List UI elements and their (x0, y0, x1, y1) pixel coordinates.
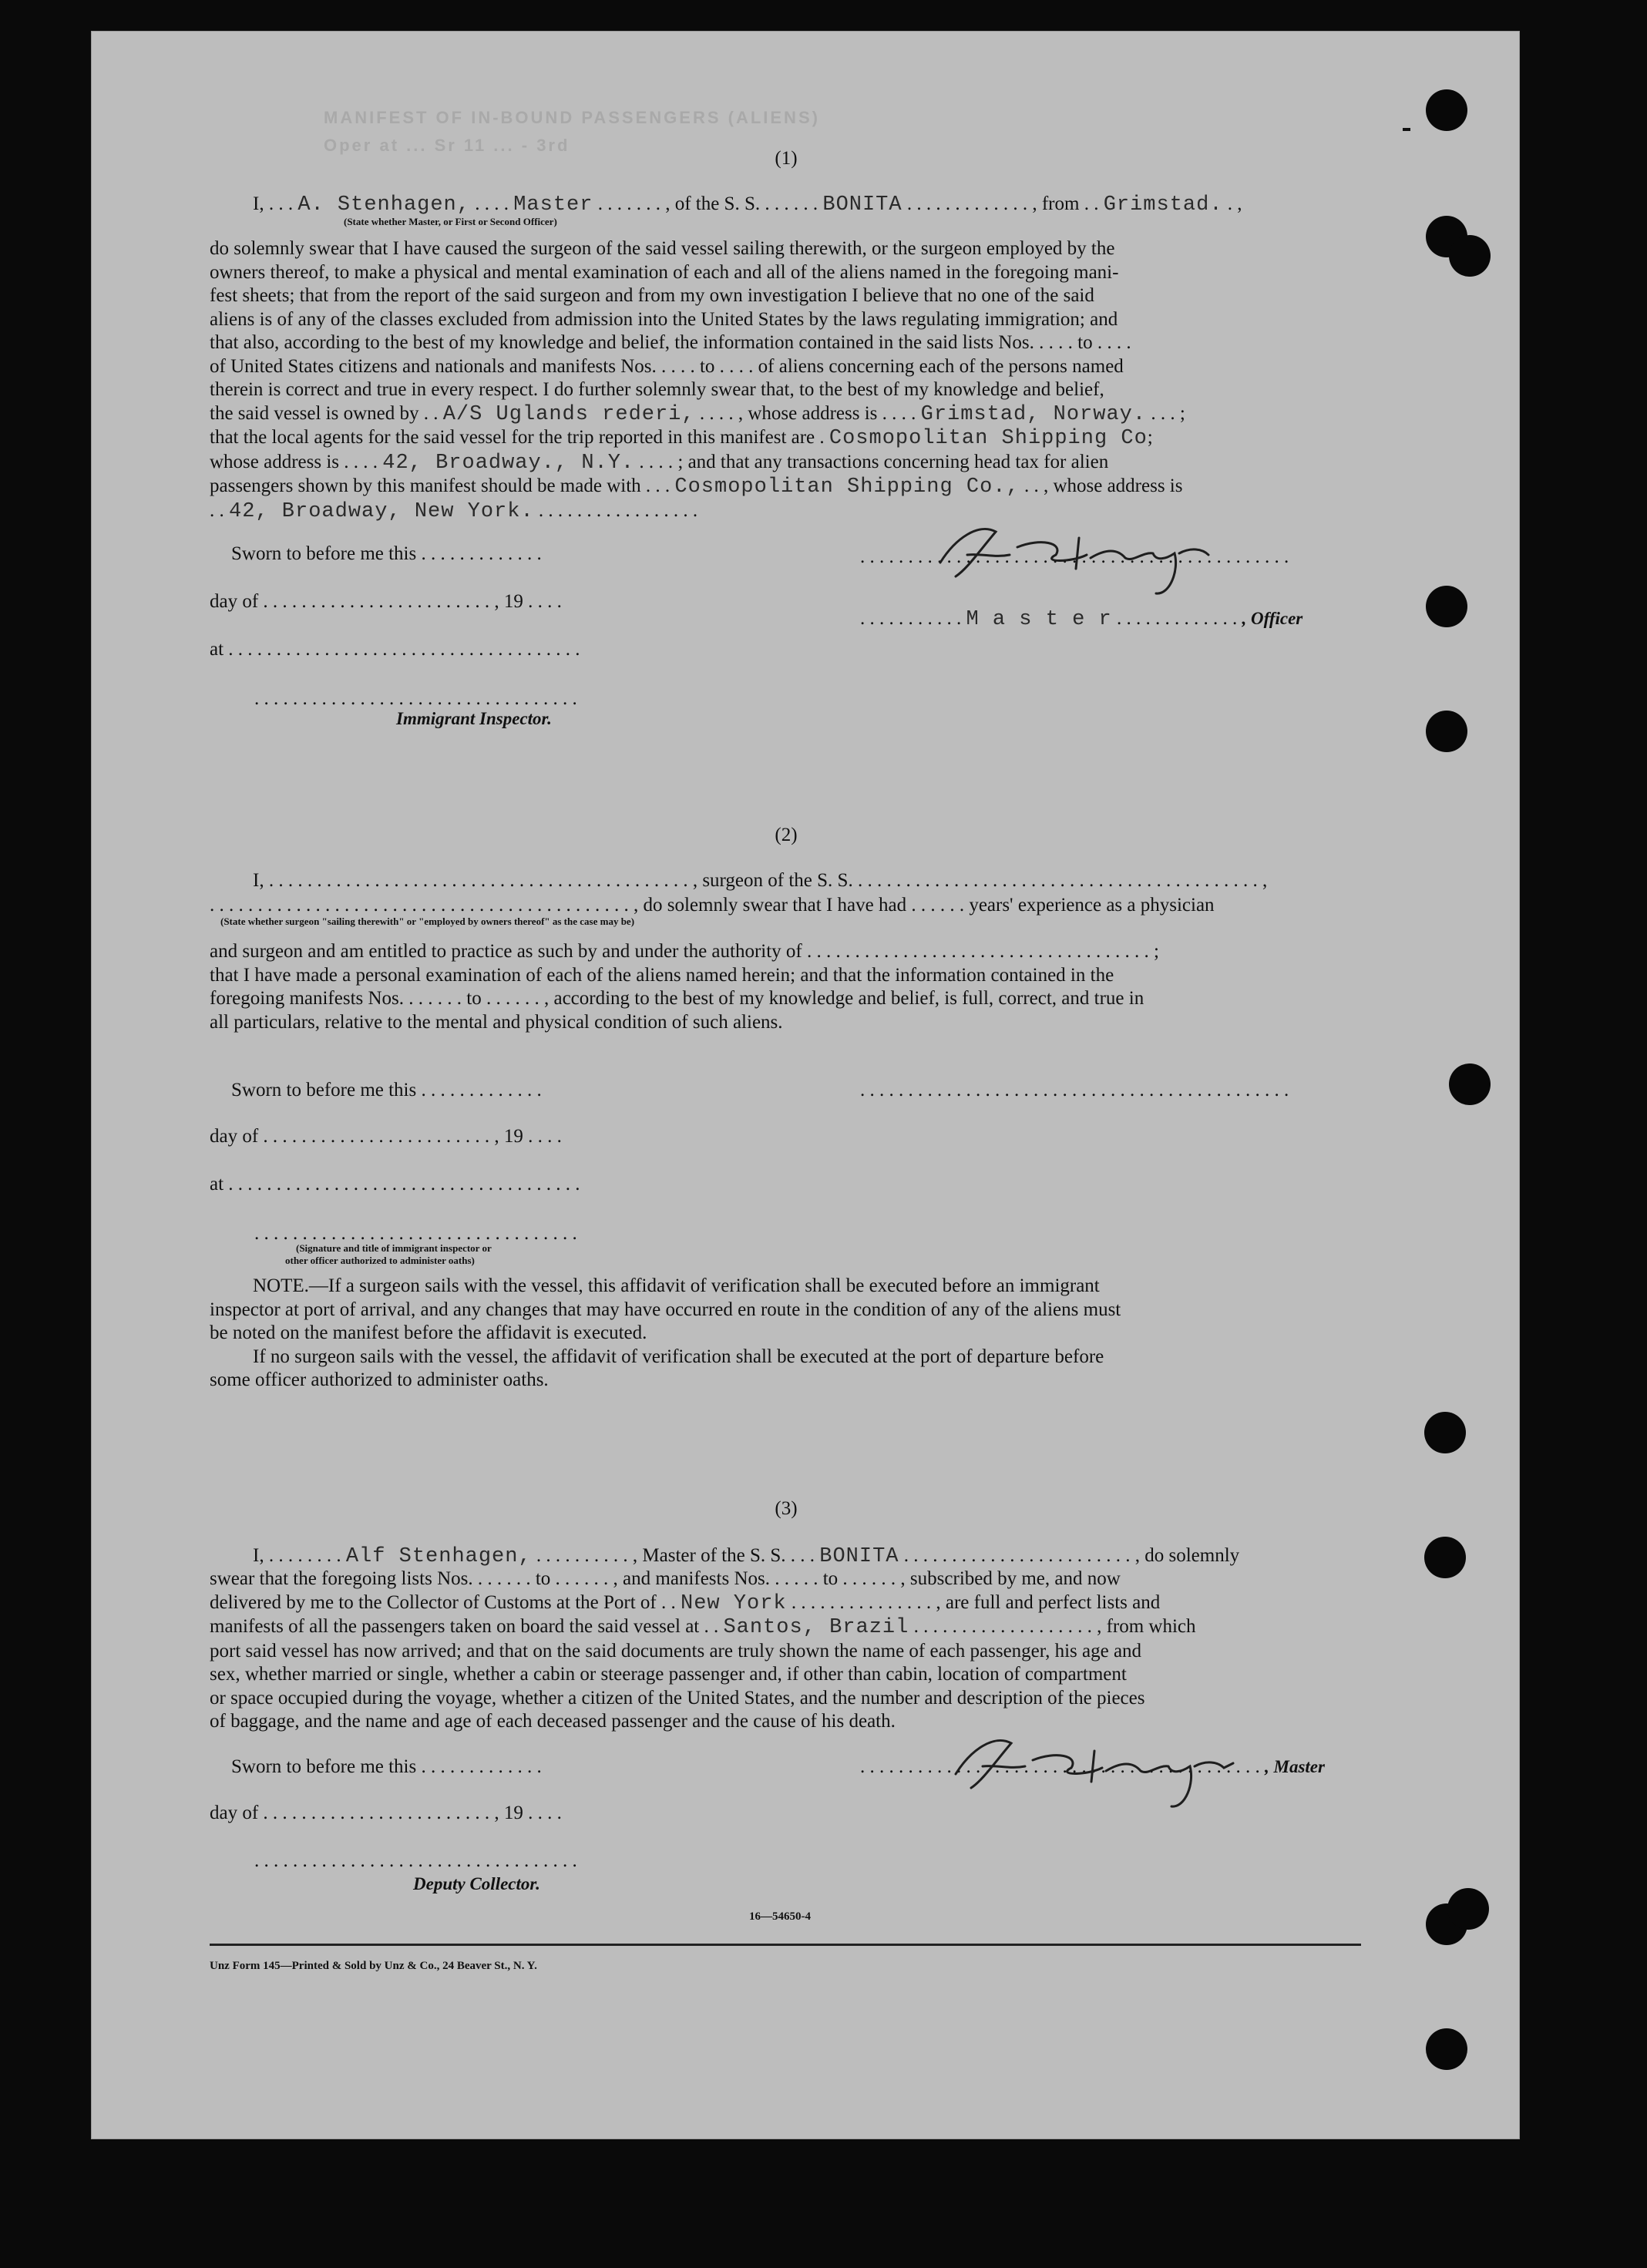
agent-address-line: whose address is . . . . 42, Broadway., N.Y. . . . . ; and that any transactions concerning head tax for alien (210, 451, 1109, 475)
body-line: of baggage, and the name and age of each deceased passenger and the cause of his death. (210, 1711, 896, 1732)
body-line: port said vessel has now arrived; and that on the said documents are truly shown the name of each passenger, his age and (210, 1640, 1142, 1662)
day-of-line-2: day of . . . . . . . . . . . . . . . . . . . . . . . . , 19 . . . . (210, 1126, 562, 1147)
section-2-caption: (State whether surgeon "sailing therewith" or "employed by owners thereof" as the case may be) (220, 916, 635, 927)
collector-label: Deputy Collector. (413, 1874, 540, 1893)
body-line: foregoing manifests Nos. . . . . . . to . . . . . . , according to the best of my knowledge and belief, is full, correct, and true in (210, 988, 1144, 1009)
body-line: of United States citizens and nationals and manifests Nos. . . . . to . . . . of aliens concerning each of the persons named (210, 355, 1124, 377)
punch-hole (1426, 89, 1467, 131)
owner-address: Grimstad, Norway. (920, 402, 1147, 426)
punch-hole (1449, 235, 1491, 277)
collector-dots: . . . . . . . . . . . . . . . . . . . . . . . . . . . . . . . . . . (254, 1850, 577, 1871)
punch-hole (1449, 1063, 1491, 1105)
port-name: New York (681, 1591, 787, 1615)
inspector-label-1: Immigrant Inspector. (396, 709, 552, 728)
from-port: Grimstad. (1103, 193, 1223, 217)
ghost-header (324, 108, 820, 156)
manifests-line: manifests of all the passengers taken on board the said vessel at . . Santos, Brazil . . . . . . . . . . . . . . . . . . . , from which (210, 1616, 1196, 1639)
master-sig-line-3: . . . . . . . . . . . . . . . . . . . . . . . . . . . . . . . . . . . . . . . . . . , Master (860, 1756, 1325, 1777)
inspector-caption-2b: other officer authorized to administer oaths) (285, 1255, 475, 1266)
section-1-number: (1) (775, 148, 798, 169)
agent-name: Cosmopolitan Shipping Co (829, 427, 1148, 450)
officer-label: , Officer (1242, 609, 1303, 628)
body-line: or space occupied during the voyage, whether a citizen of the United States, and the number and description of the pieces (210, 1687, 1145, 1709)
at-line-2: at . . . . . . . . . . . . . . . . . . . . . . . . . . . . . . . . . . . . . (210, 1174, 580, 1194)
section-2-line-1: I, . . . . . . . . . . . . . . . . . . . . . . . . . . . . . . . . . . . . . . . . . . . . , surgeon of the S. S. . . . . . . . . . . . . . . . . . . . . . . . . . . . . . . . . . . . . . . . . . . , (253, 870, 1268, 891)
ghost-line-1: MANIFEST OF IN-BOUND PASSENGERS (ALIENS) (324, 108, 820, 127)
master-title: Master (513, 193, 593, 217)
note-line: If no surgeon sails with the vessel, the affidavit of verification shall be executed at the port of departure before (253, 1346, 1104, 1367)
punch-hole (1426, 586, 1467, 627)
at-line-1: at . . . . . . . . . . . . . . . . . . . . . . . . . . . . . . . . . . . . . (210, 639, 580, 660)
master-name: A. Stenhagen, (297, 193, 470, 217)
from-label: , from (1032, 193, 1080, 214)
note-line: be noted on the manifest before the affidavit is executed. (210, 1322, 647, 1343)
state-caption: (State whether Master, or First or Second Officer) (344, 216, 557, 227)
day-of-line-3: day of . . . . . . . . . . . . . . . . . . . . . . . . , 19 . . . . (210, 1803, 562, 1823)
inspector-caption-2a: (Signature and title of immigrant inspector or (296, 1242, 492, 1254)
day-of-line-1: day of . . . . . . . . . . . . . . . . . . . . . . . . , 19 . . . . (210, 591, 562, 612)
officer-sig-dots: . . . . . . . . . . . . . . . . . . . . . . . . . . . . . . . . . . . . . . . . . . . . . (860, 546, 1289, 567)
section-2-line-2: . . . . . . . . . . . . . . . . . . . . . . . . . . . . . . . . . . . . . . . . . . . . , do solemnly swear that I have had . . . . . . years' experience as a physician (210, 895, 1215, 916)
delivered-line: delivered by me to the Collector of Customs at the Port of . . New York . . . . . . . . . . . . . . . , are full and perfect lists and (210, 1591, 1161, 1615)
i-label: I, (253, 193, 264, 214)
section-1-body (210, 237, 1361, 523)
body-line: swear that the foregoing lists Nos. . . . . . . to . . . . . . , and manifests Nos. . . . . . to . . . . . . , subscribed by me, and now (210, 1568, 1121, 1589)
head-tax-address: 42, Broadway, New York. (229, 499, 534, 523)
master-name-3: Alf Stenhagen, (345, 1545, 532, 1568)
ghost-line-2: Oper at ... Sr 11 ... - 3rd (324, 136, 570, 155)
note-line: some officer authorized to administer oaths. (210, 1369, 549, 1390)
sworn-line-1: Sworn to before me this . . . . . . . . . . . . . (231, 543, 542, 564)
origin-port: Santos, Brazil (723, 1616, 909, 1639)
body-line: that I have made a personal examination of each of the aliens named herein; and that the information contained in the (210, 964, 1114, 986)
officer-title-line: . . . . . . . . . . . M a s t e r . . . . . . . . . . . . . , Officer (860, 608, 1303, 631)
body-line: therein is correct and true in every respect. I do further solemnly swear that, to the best of my knowledge and belief, (210, 379, 1104, 400)
vessel-name-3: BONITA (819, 1545, 899, 1568)
inspector-dots-1: . . . . . . . . . . . . . . . . . . . . . . . . . . . . . . . . . . (254, 688, 577, 709)
section-3-body (210, 1567, 1361, 1734)
form-number: 16—54650-4 (749, 1910, 811, 1923)
note-line: NOTE.—If a surgeon sails with the vessel, this affidavit of verification shall be executed before an immigrant (253, 1275, 1100, 1296)
footer-divider (210, 1944, 1361, 1946)
owner-line: the said vessel is owned by . . A/S Uglands rederi, . . . . , whose address is . . . . Grimstad, Norway. . . . ; (210, 402, 1185, 426)
surgeon-sig-dots: . . . . . . . . . . . . . . . . . . . . . . . . . . . . . . . . . . . . . . . . . . . . . (860, 1080, 1289, 1100)
inspector-dots-2: . . . . . . . . . . . . . . . . . . . . . . . . . . . . . . . . . . (254, 1223, 577, 1244)
of-the-ss-label: , of the S. S. (665, 193, 761, 214)
punch-hole (1426, 711, 1467, 752)
body-line: owners thereof, to make a physical and mental examination of each and all of the aliens named in the foregoing mani- (210, 261, 1119, 283)
body-line: sex, whether married or single, whether a cabin or steerage passenger and, if other than cabin, location of compartment (210, 1664, 1127, 1685)
body-line: aliens is of any of the classes excluded from admission into the United States by the laws regulating immigration; and (210, 308, 1118, 330)
master-signature-3 (940, 1720, 1279, 1813)
body-line: and surgeon and am entitled to practice as such by and under the authority of . . . . . . . . . . . . . . . . . . . . . . . . . . . . . . . . . . . . ; (210, 941, 1159, 962)
body-line: do solemnly swear that I have caused the surgeon of the said vessel sailing therewith, or the surgeon employed by the (210, 238, 1115, 259)
section-3-number: (3) (775, 1498, 798, 1519)
punch-hole (1426, 2028, 1467, 2070)
body-line: all particulars, relative to the mental and physical condition of such aliens. (210, 1011, 783, 1033)
master-signature (925, 515, 1256, 600)
owner-name: A/S Uglands rederi, (442, 402, 695, 426)
head-tax-party: Cosmopolitan Shipping Co., (674, 475, 1020, 499)
head-tax-line: passengers shown by this manifest should be made with . . . Cosmopolitan Shipping Co., . . , whose address is (210, 475, 1183, 499)
officer-title: M a s t e r (966, 608, 1112, 631)
agent-address: 42, Broadway., N.Y. (382, 451, 635, 475)
head-tax-address-line: . . 42, Broadway, New York. . . . . . . . . . . . . . . . . . (210, 499, 698, 523)
footer-printer: Unz Form 145—Printed & Sold by Unz & Co., 24 Beaver St., N. Y. (210, 1960, 537, 1972)
section-2-note (210, 1275, 1361, 1393)
sworn-line-3: Sworn to before me this . . . . . . . . . . . . . (231, 1756, 542, 1777)
punch-hole (1447, 1888, 1489, 1930)
vessel-name: BONITA (822, 193, 902, 217)
body-line: fest sheets; that from the report of the said surgeon and from my own investigation I believe that no one of the said (210, 285, 1094, 306)
section-2-number: (2) (775, 825, 798, 845)
scan-mark (1403, 128, 1410, 131)
master-label-3: , Master (1265, 1757, 1325, 1776)
sworn-line-2: Sworn to before me this . . . . . . . . . . . . . (231, 1080, 542, 1100)
section-2-body (210, 940, 1361, 1034)
agents-line: that the local agents for the said vessel for the trip reported in this manifest are . Cosmopolitan Shipping Co; (210, 427, 1153, 450)
punch-hole (1424, 1412, 1466, 1453)
punch-hole (1424, 1537, 1466, 1578)
section-1-line-i: I, . . . A. Stenhagen, . . . . Master . . . . . . . , of the S. S. . . . . . . BONITA . . . . . . . . . . . . . , from . . Grimstad. . , (253, 193, 1242, 217)
body-line: that also, according to the best of my knowledge and belief, the information contained in the said lists Nos. . . . . to . . . . (210, 332, 1131, 353)
section-3-line-i: I, . . . . . . . . Alf Stenhagen, . . . . . . . . . . , Master of the S. S. . . . BONITA . . . . . . . . . . . . . . . . . . . . . . . . , do solemnly (253, 1545, 1240, 1568)
note-line: inspector at port of arrival, and any changes that may have occurred en route in the condition of any of the aliens must (210, 1299, 1121, 1320)
